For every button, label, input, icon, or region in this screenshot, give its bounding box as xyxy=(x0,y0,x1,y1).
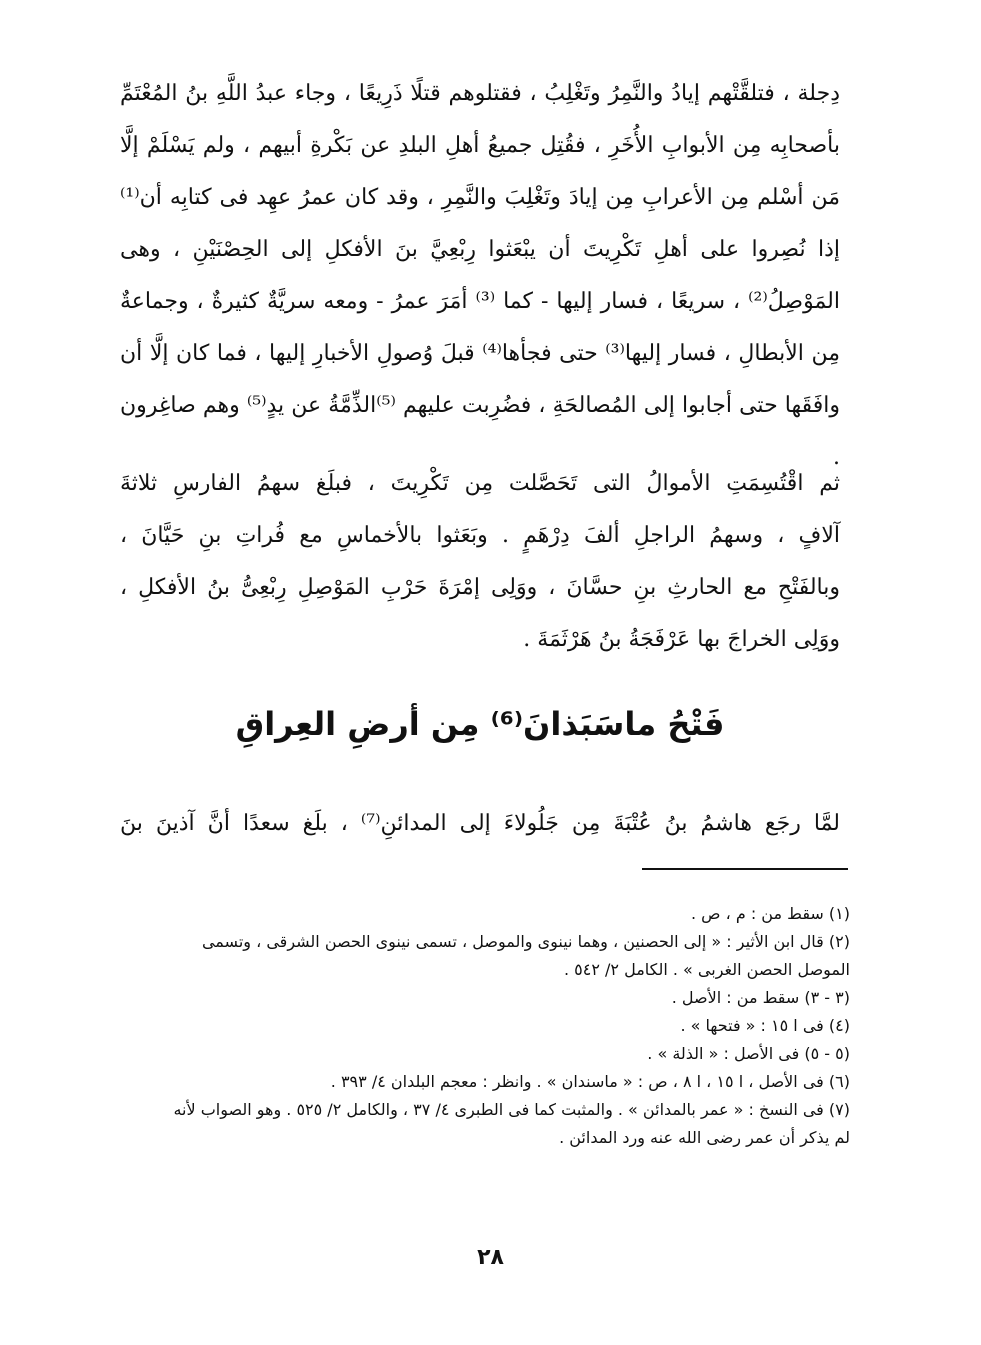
text-line: إذا نُصِروا على أهلِ تَكْرِيتَ أن يبْعَثوا رِبْعِيَّ بنَ الأفكلِ إلى الحِصْنَيْنِ ، وهى xyxy=(120,237,840,262)
text-line: مِن الأبطالِ ، فسار إليها⁽³⁾ حتى فجأها⁽⁴⁾ قبلَ وُصولِ الأخبارِ إليها ، فما كان إلَّا أن xyxy=(120,341,840,366)
footnote-item: (٦) فى الأصل ، ا ١٥ ، ا ٨ ، ص : « ماسندان » . وانظر : معجم البلدان ٤/ ٣٩٣ . xyxy=(330,1072,850,1091)
footnote-divider xyxy=(642,868,848,870)
section-heading: فَتْحُ ماسَبَذانَ⁽⁶⁾ مِن أرضِ العِراقِ xyxy=(235,705,725,743)
text-line: بأصحابِه مِن الأبوابِ الأُخَرِ ، فقُتِل جميعُ أهلِ البلدِ عن بَكْرةِ أبيهم ، ولم يَسْلَمْ إلَّا xyxy=(120,133,840,158)
text-line: المَوْصِلُ⁽²⁾ ، سريعًا ، فسار إليها - كما ⁽³⁾ أمَرَ عمرُ - ومعه سريَّةٌ كثيرةٌ ، وجماعةٌ xyxy=(120,289,840,314)
text-line: ثم اقْتُسِمَتِ الأموالُ التى تَحَصَّلت مِن تَكْرِيتَ ، فبلَغ سهمُ الفارسِ ثلاثةَ xyxy=(120,471,840,496)
text-line: وافَقَها حتى أجابوا إلى المُصالحَةِ ، فضُرِبت عليهم ⁽⁵⁾الذِّمَّةُ عن يدٍ⁽⁵⁾ وهم صاغِرون . xyxy=(120,393,840,470)
paragraph-3 xyxy=(120,798,840,850)
paragraph-2 xyxy=(120,458,840,666)
text-line: ووَلِى الخراجَ بها عَرْفَجَةُ بنُ هَرْثَمَةَ . xyxy=(523,627,840,652)
footnote-item: (٥ - ٥) فى الأصل : « الذلة » . xyxy=(647,1044,850,1063)
footnote-item: (٣ - ٣) سقط من : الأصل . xyxy=(671,988,850,1007)
footnote-item: (١) سقط من : م ، ص . xyxy=(690,904,850,923)
page-number: ٢٨ xyxy=(477,1245,504,1270)
footnote-item: (٧) فى النسخ : « عمر بالمدائن » . والمثبت كما فى الطبرى ٤/ ٣٧ ، والكامل ٢/ ٥٢٥ . وهو الصواب لأنه لم يذكر أن عمر رضى الله عنه ورد المدائن . xyxy=(173,1100,850,1147)
text-line: لمَّا رجَع هاشمُ بنُ عُتْبَةَ مِن جَلُولاءَ إلى المدائنِ⁽⁷⁾ ، بلَغ سعدًا أنَّ آذينَ بنَ xyxy=(120,811,840,836)
text-line: آلافٍ ، وسهمُ الراجلِ ألفَ دِرْهَمٍ . وبَعَثوا بالأخماسِ مع فُراتِ بنِ حَيَّانَ ، xyxy=(120,523,841,548)
footnote-item: (٢) قال ابن الأثير : « إلى الحصنين ، وهما نينوى والموصل ، تسمى نينوى الحصن الشرقى ، وتسمى الموصل الحصن الغربى » . الكامل ٢/ ٥٤٢ . xyxy=(201,932,850,979)
text-line: دِجلة ، فتلقَّتْهم إيادُ والنَّمِرُ وتَغْلِبُ ، فقتلوهم قتلًا ذَرِيعًا ، وجاء عبدُ اللَّهِ بنُ المُعْتَمِّ xyxy=(120,81,840,106)
footnotes xyxy=(160,900,850,1152)
paragraph-1 xyxy=(120,68,840,484)
text-line: مَن أسْلم مِن الأعرابِ مِن إيادَ وتَغْلِبَ والنَّمِرِ ، وقد كان عمرُ عهِد فى كتابِه أن⁽¹⁾ xyxy=(120,185,840,210)
text-line: وبالفَتْحِ مع الحارثِ بنِ حسَّانَ ، ووَلِى إمْرَةَ حَرْبِ المَوْصِلِ رِبْعِىُّ بنُ الأفكلِ ، xyxy=(120,575,840,600)
footnote-item: (٤) فى ا ١٥ : « فتحها » . xyxy=(680,1016,850,1035)
